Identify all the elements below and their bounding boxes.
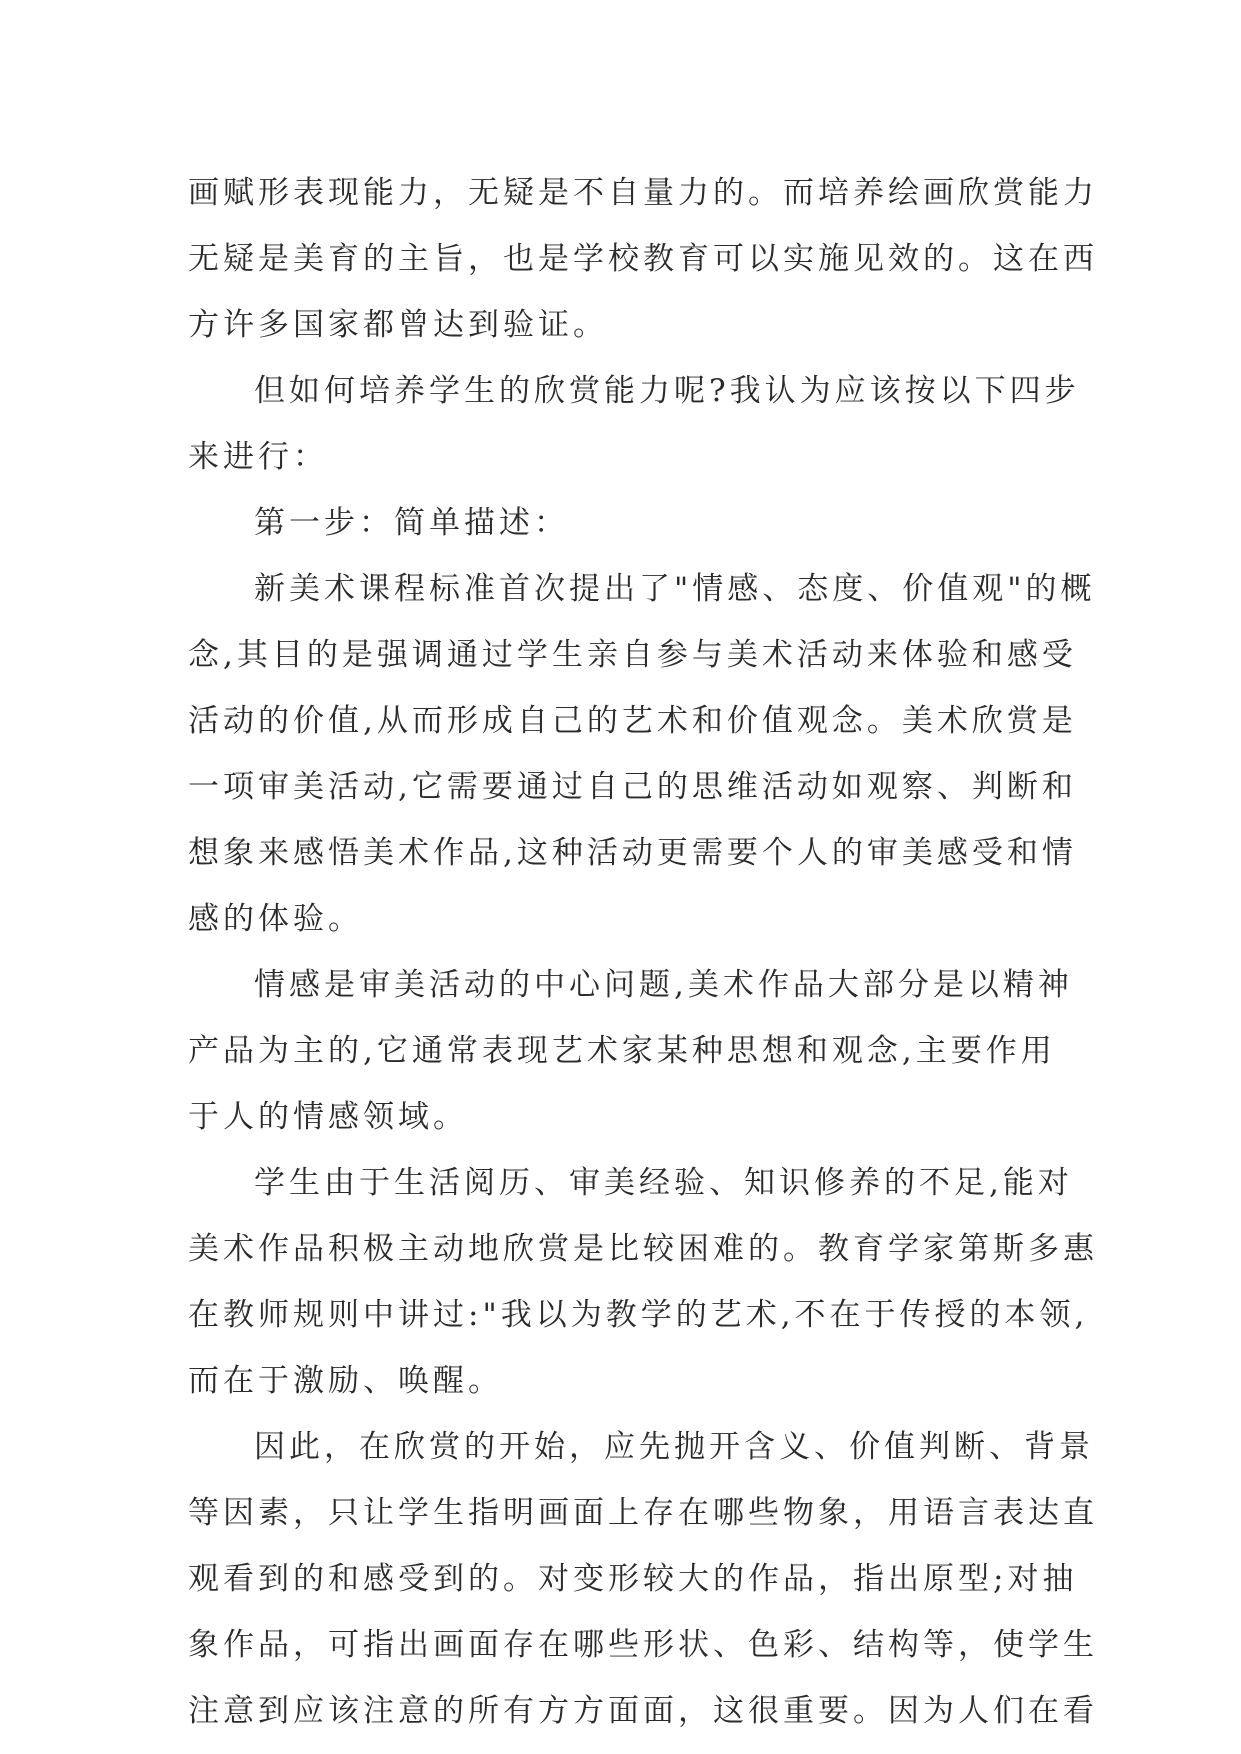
text-line: 产品为主的,它通常表现艺术家某种思想和观念,主要作用 [188,1033,1056,1069]
text-line: 因此，在欣赏的开始，应先抛开含义、价值判断、背景 [254,1429,1094,1465]
text-line: 等因素，只让学生指明画面上存在哪些物象，用语言表达直 [188,1495,1098,1531]
text-line: 而在于激励、唤醒。 [188,1363,503,1399]
text-line: 方许多国家都曾达到验证。 [188,307,608,343]
text-line: 在教师规则中讲过:"我以为教学的艺术,不在于传授的本领, [188,1297,1089,1333]
text-line: 新美术课程标准首次提出了"情感、态度、价值观"的概 [254,571,1096,607]
text-line: 无疑是美育的主旨，也是学校教育可以实施见效的。这在西 [188,241,1098,277]
text-line: 想象来感悟美术作品,这种活动更需要个人的审美感受和情 [188,835,1077,871]
text-line: 活动的价值,从而形成自己的艺术和价值观念。美术欣赏是 [188,703,1077,739]
text-line: 美术作品积极主动地欣赏是比较困难的。教育学家第斯多惠 [188,1231,1098,1267]
text-line: 一项审美活动,它需要通过自己的思维活动如观察、判断和 [188,769,1077,805]
text-line: 感的体验。 [188,901,363,937]
text-line: 观看到的和感受到的。对变形较大的作品，指出原型;对抽 [188,1561,1078,1597]
text-line: 画赋形表现能力，无疑是不自量力的。而培养绘画欣赏能力 [188,175,1098,211]
text-line: 情感是审美活动的中心问题,美术作品大部分是以精神 [254,967,1073,1003]
text-line: 注意到应该注意的所有方方面面，这很重要。因为人们在看 [188,1693,1098,1729]
text-line: 来进行： [188,439,328,475]
body-text [188,160,1098,1744]
text-line: 象作品，可指出画面存在哪些形状、色彩、结构等，使学生 [188,1627,1098,1663]
text-line: 但如何培养学生的欣赏能力呢?我认为应该按以下四步 [254,373,1080,409]
text-line: 念,其目的是强调通过学生亲自参与美术活动来体验和感受 [188,637,1077,673]
text-line: 学生由于生活阅历、审美经验、知识修养的不足,能对 [254,1165,1073,1201]
section-heading: 第一步：简单描述： [254,505,569,541]
text-line: 于人的情感领域。 [188,1099,468,1135]
